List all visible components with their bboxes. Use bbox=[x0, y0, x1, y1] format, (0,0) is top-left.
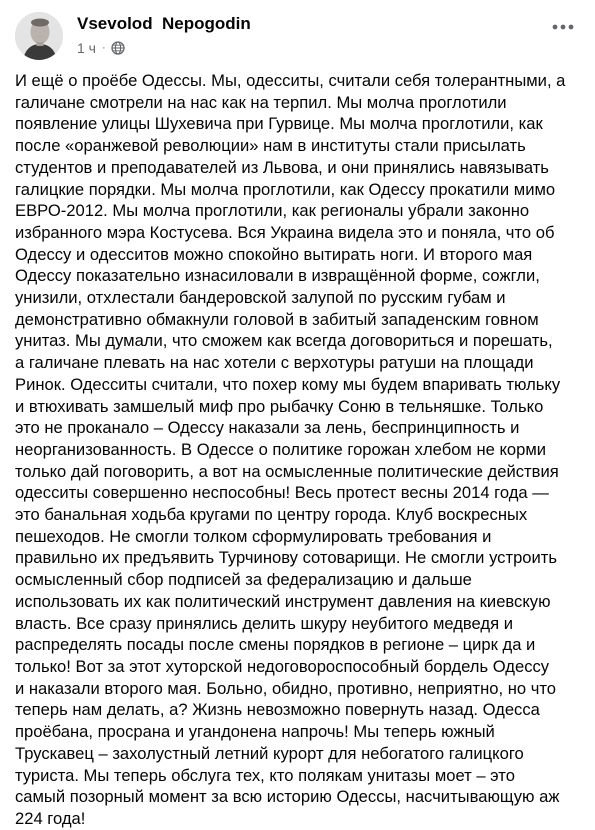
post-meta bbox=[77, 39, 125, 57]
post-text-line: Одессу и одесситов можно спокойно вытирать ноги. И второго мая bbox=[15, 244, 533, 264]
post-text-line: галицкие порядки. Мы молча проглотили, как Одессу прокатили мимо bbox=[15, 179, 556, 199]
post-header bbox=[15, 12, 580, 62]
post-text-line: осмысленный сбор подписей за федерализацию и дальше bbox=[15, 570, 472, 590]
post-text bbox=[15, 70, 590, 830]
post-text-line: Трускавец – захолустный летний курорт для небогатого галицкого bbox=[15, 743, 524, 763]
post-text-line: одесситы совершенно неспособны! Весь протест весны 2014 года — bbox=[15, 483, 549, 503]
post-text-line: избранного мэра Костусева. Вся Украина видела это и поняла, что об bbox=[15, 222, 555, 242]
more-options-icon bbox=[552, 24, 574, 30]
post-text-line: теперь нам делать, а? Жизнь невозможно повернуть назад. Одесса bbox=[15, 700, 540, 720]
post-text-line: И ещё о проёбе Одессы. Мы, одесситы, считали себя толерантными, а bbox=[15, 71, 566, 90]
post-text-line: использовать их как политический инструмент давления на киевскую bbox=[15, 591, 551, 611]
post-text-line: туриста. Мы теперь обслуга тех, кто полякам унитазы моет – это bbox=[15, 765, 515, 785]
post-text-line: распределять посады после смены порядков в регионе – цирк да и bbox=[15, 635, 536, 655]
post-text-line: власть. Все сразу принялись делить шкуру неубитого медведя и bbox=[15, 613, 513, 633]
post-text-line: а галичане плевать на нас хотели с верхотуры ратуши на площади bbox=[15, 353, 534, 373]
avatar-photo bbox=[15, 12, 63, 60]
post-text-line: Одессу показательно изнасиловали в извращённой форме, сожгли, bbox=[15, 266, 540, 286]
post-text-line: демонстративно обмакнули головой в забитый западенским говном bbox=[15, 309, 539, 329]
post-text-line: это не проканало – Одессу наказали за лень, беспринципность и bbox=[15, 418, 520, 438]
meta-separator: · bbox=[101, 42, 106, 54]
author-name[interactable]: Vsevolod Nepogodin bbox=[77, 14, 251, 33]
post-timestamp[interactable]: 1 ч bbox=[77, 40, 96, 56]
post-text-line: пешеходов. Не смогли толком сформулировать требования и bbox=[15, 526, 492, 546]
post-text-line: только! Вот за этот хуторской недоговороспособный бордель Одессу bbox=[15, 656, 550, 676]
post-text-line: появление улицы Шухевича при Гурвице. Мы молча проглотили, как bbox=[15, 114, 543, 134]
post-text-line: ЕВРО-2012. Мы молча проглотили, как регионалы убрали законно bbox=[15, 201, 530, 221]
post-text-line: унизили, отхлестали бандеровской залупой по русским губам и bbox=[15, 288, 506, 308]
more-options-button[interactable] bbox=[548, 12, 578, 42]
post-text-line: неорганизованность. В Одессе о политике горожан хлебом не корми bbox=[15, 439, 547, 459]
post-text-line: галичане смотрели на нас как на терпил. Мы молча проглотили bbox=[15, 92, 507, 112]
post-text-line: это банальная ходьба кругами по центру города. Клуб воскресных bbox=[15, 505, 528, 525]
post-text-line: проёбана, просрана и угандонена напрочь! Мы теперь южный bbox=[15, 722, 495, 742]
post-text-line: только дай поговорить, а вот на осмысленные политические действия bbox=[15, 461, 559, 481]
avatar[interactable] bbox=[15, 12, 63, 60]
globe-icon[interactable] bbox=[111, 41, 125, 55]
post-text-line: студентов и преподавателей из Львова, и они принялись навязывать bbox=[15, 157, 549, 177]
post-text-line: и наказали второго мая. Больно, обидно, противно, неприятно, но что bbox=[15, 678, 556, 698]
post-text-line: 224 года! bbox=[15, 808, 86, 828]
post-text-line: унитаз. Мы думали, что сможем как всегда договориться и порешать, bbox=[15, 331, 553, 351]
post-text-line: самый позорный момент за всю историю Одессы, насчитывающую аж bbox=[15, 787, 560, 807]
post-text-line: после «оранжевой революции» нам в институты стали присылать bbox=[15, 136, 526, 156]
post-text-line: Ринок. Одесситы считали, что похер кому мы будем впаривать тюльку bbox=[15, 374, 561, 394]
post-text-line: правильно их предъявить Турчинову сотоварищи. Не смогли устроить bbox=[15, 548, 558, 568]
post-text-line: и втюхивать замшелый миф про рыбачку Соню в тельняшке. Только bbox=[15, 396, 544, 416]
